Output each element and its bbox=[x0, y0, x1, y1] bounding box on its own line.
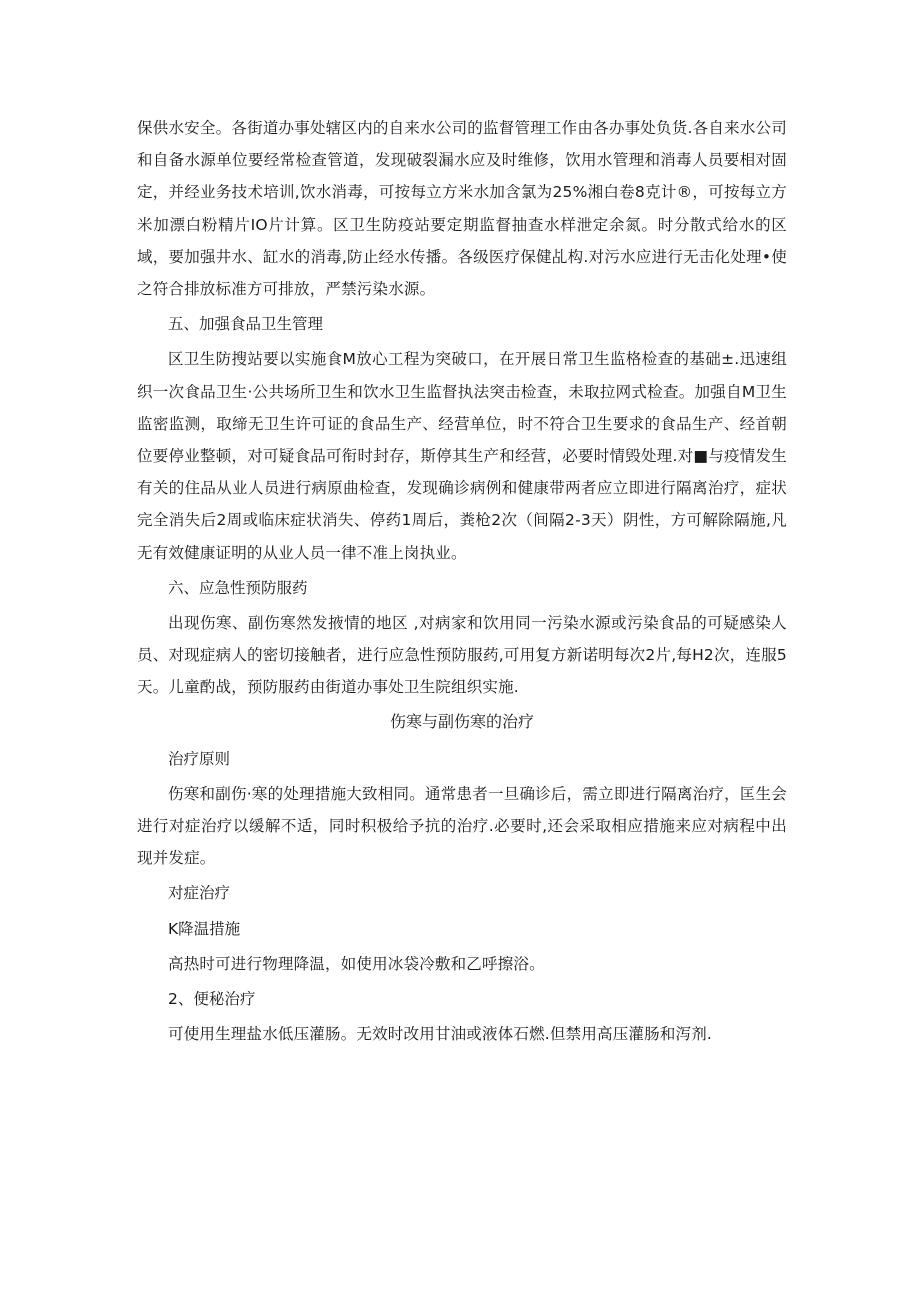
heading-food-hygiene: 五、加强食品卫生管理 bbox=[168, 315, 324, 334]
heading-treatment-principle: 治疗原则 bbox=[168, 749, 231, 768]
section-title-treatment: 伤寒与副伤寒的治疗 bbox=[389, 711, 534, 731]
paragraph-water-safety: 保供水安全。各街道办事处辖区内的自来水公司的监督管理工作由各办事处负货.各自来水公司和自备水源单位要经常检查管道，发现破裂漏水应及时维修，饮用水管理和消毒人员要相对固定，并经业务技术培训,饮水消毒，可按每立方米水加含氯为25%湘白卷8克计®，可按每立方米加漂白粉精片IO片计算。区卫生防疫站要定期监督抽查水样泄定余氮。时分散式给水的区域，要加强井水、缸水的消毒,防止经水传播。各级医疗保健乩构.对污水应进行无击化处理•使之符合排放标准方可排放，严禁污染水源。 bbox=[137, 119, 787, 299]
document-body bbox=[137, 112, 787, 1050]
paragraph-emergency-medication: 出现伤寒、副伤寒然发掖情的地区 ,对病家和饮用同一污染水源或污染食品的可疑感染人员、对现症病人的密切接触者，进行应急性预防服药,可用复方新诺明每次2片,每H2次，连服5天。儿童酌战，预防服药由街道办事处卫生院组织实施. bbox=[137, 614, 787, 697]
heading-cooling-measures: K降温措施 bbox=[168, 919, 241, 938]
paragraph-treatment-principle: 伤寒和副伤·寒的处理措施大致相同。通常患者一旦确诊后，需立即进行隔离治疗，匡生会进行对症治疗以缓解不适，同时积极给予抗的治疗.必要时,还会采取相应措施来应对病程中出现并发症。 bbox=[137, 784, 787, 868]
heading-symptomatic-treatment: 对症治疗 bbox=[168, 884, 231, 903]
paragraph-food-hygiene: 区卫生防搜站要以实施食M放心工程为突破口，在开展日常卫生监格检查的基础±.迅速组织一次食品卫生·公共场所卫生和饮水卫生监督执法突击检查，未取拉网式检查。加强自M卫生监密监测，取缔无卫生许可证的食品生产、经营单位，时不符合卫生要求的食品生产、经首朝位要停业整顿，对可疑食品可衔时封存，斯停其生产和经营，必要时情毁处理.对■与疫情发生有关的住品从业人员进行病原曲检查，发现确诊病例和健康带两者应立即进行隔离治疗，症状完全消失后2周或临床症状消失、停药1周后，粪枪2次（间隔2-3天）阴性，方可解除隔施,凡无有效健康证明的从业人员一律不准上岗执业。 bbox=[137, 350, 787, 562]
paragraph-constipation-treatment: 可使用生理盐水低压灌肠。无效时改用甘油或液体石燃.但禁用高压灌肠和泻剂. bbox=[168, 1025, 713, 1044]
heading-emergency-medication: 六、应急性预防服药 bbox=[168, 578, 308, 597]
paragraph-cooling-measures: 高热时可进行物理降温，如使用冰袋冷敷和乙呼擦浴。 bbox=[168, 954, 545, 973]
heading-constipation-treatment: 2、便秘治疗 bbox=[168, 990, 256, 1009]
